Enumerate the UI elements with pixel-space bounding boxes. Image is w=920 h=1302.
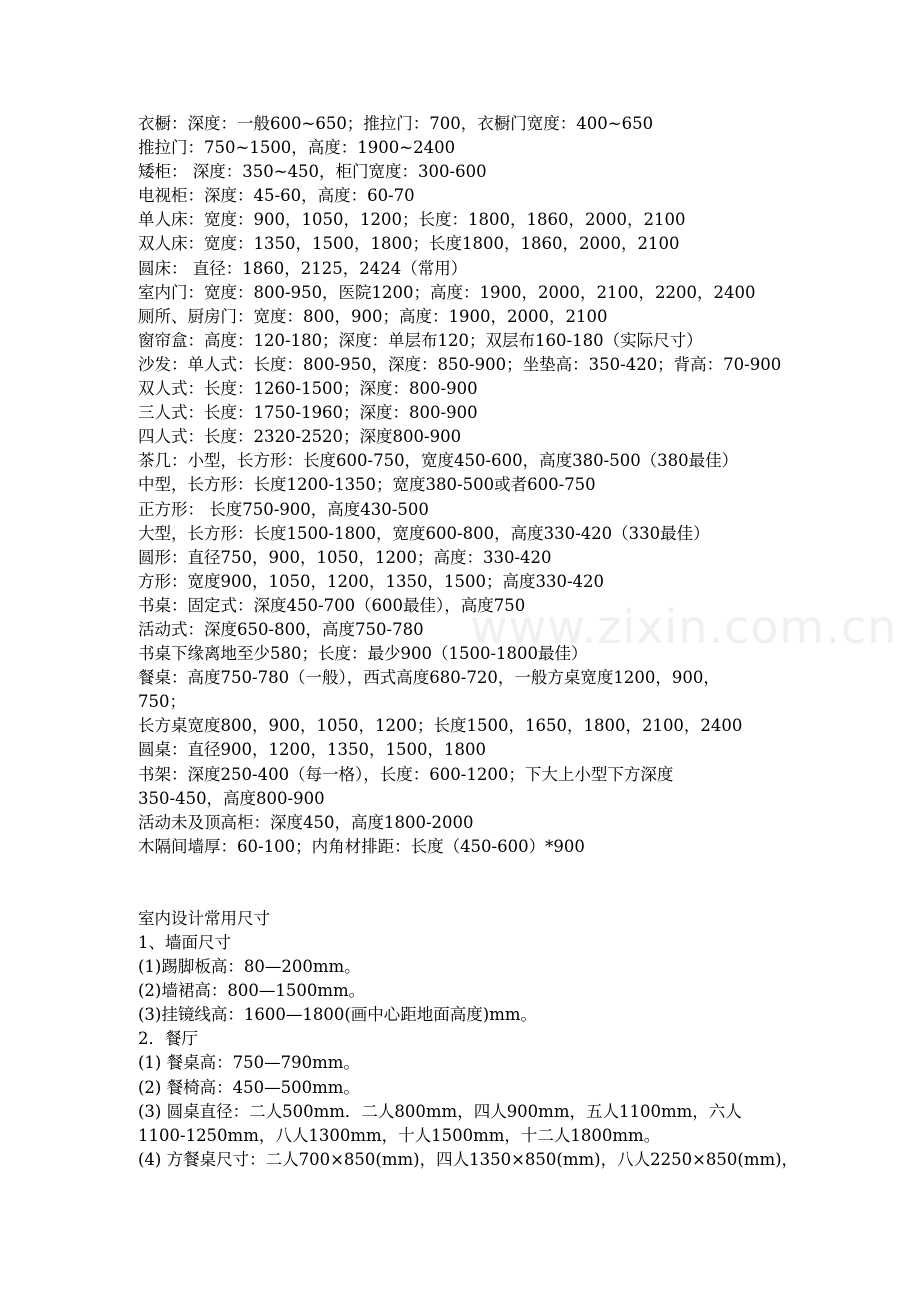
furniture-spec-line: 餐桌：高度750-780（一般），西式高度680-720，一般方桌宽度1200，900， — [138, 668, 720, 688]
furniture-spec-line: 沙发：单人式：长度：800-950，深度：850-900；坐垫高：350-420；背高：70-900 — [138, 354, 782, 374]
design-spec-line: (2)墙裙高：800—1500mm。 — [138, 981, 366, 1001]
furniture-spec-line: 圆桌：直径900，1200，1350，1500，1800 — [138, 740, 486, 760]
furniture-spec-line: 750； — [138, 692, 186, 712]
furniture-spec-line: 厕所、厨房门：宽度：800，900；高度：1900，2000，2100 — [138, 306, 608, 326]
furniture-spec-line: 双人式：长度：1260-1500；深度：800-900 — [138, 379, 478, 399]
design-spec-line: (2) 餐椅高：450—500mm。 — [138, 1077, 360, 1097]
interior-design-dimensions-section — [138, 907, 838, 1172]
furniture-spec-line: 三人式：长度：1750-1960；深度：800-900 — [138, 403, 478, 423]
furniture-spec-line: 圆床： 直径：1860，2125，2424（常用） — [138, 258, 468, 278]
furniture-spec-line: 大型，长方形：长度1500-1800，宽度600-800，高度330-420（330最佳） — [138, 523, 710, 543]
furniture-spec-line: 矮柜： 深度：350~450，柜门宽度：300-600 — [138, 162, 487, 182]
design-spec-line: (1)踢脚板高：80—200mm。 — [138, 957, 361, 977]
furniture-spec-line: 单人床：宽度：900，1050，1200；长度：1800，1860，2000，2100 — [138, 210, 686, 230]
document-body — [138, 112, 838, 1172]
design-spec-line: 2．餐厅 — [138, 1029, 198, 1049]
furniture-spec-line: 书桌：固定式：深度450-700（600最佳），高度750 — [138, 595, 526, 615]
design-spec-line: 室内设计常用尺寸 — [138, 908, 270, 928]
furniture-spec-line: 衣橱：深度：一般600~650；推拉门：700，衣橱门宽度：400~650 — [138, 114, 654, 133]
design-spec-line: (3)挂镜线高：1600—1800(画中心距地面高度)mm。 — [138, 1005, 538, 1025]
furniture-spec-line: 活动未及顶高柜：深度450，高度1800-2000 — [138, 812, 474, 832]
furniture-spec-line: 电视柜：深度：45-60，高度：60-70 — [138, 186, 415, 206]
section-gap — [138, 859, 838, 907]
furniture-spec-line: 长方桌宽度800，900，1050，1200；长度1500，1650，1800，2100，2400 — [138, 716, 743, 736]
design-spec-line: (3) 圆桌直径：二人500mm．二人800mm，四人900mm，五人1100mm，六人 — [138, 1101, 742, 1121]
furniture-spec-line: 正方形： 长度750-900，高度430-500 — [138, 499, 429, 519]
watermark: www.zixin.com.cn — [470, 600, 898, 654]
furniture-spec-line: 窗帘盒：高度：120-180；深度：单层布120；双层布160-180（实际尺寸） — [138, 330, 703, 350]
furniture-spec-line: 推拉门：750~1500，高度：1900~2400 — [138, 138, 456, 158]
furniture-spec-line: 茶几：小型，长方形：长度600-750，宽度450-600，高度380-500（380最佳） — [138, 451, 739, 471]
design-spec-line: (4) 方餐桌尺寸：二人700×850(mm)，四人1350×850(mm)，八人2250×850(mm)， — [138, 1149, 799, 1169]
design-spec-line: 1、墙面尺寸 — [138, 933, 231, 952]
design-spec-line: 1100-1250mm，八人1300mm，十人1500mm，十二人1800mm。 — [138, 1125, 661, 1145]
furniture-spec-line: 书桌下缘离地至少580；长度：最少900（1500-1800最佳） — [138, 644, 588, 664]
furniture-spec-line: 活动式：深度650-800，高度750-780 — [138, 619, 424, 639]
furniture-spec-line: 木隔间墙厚：60-100；内角材排距：长度（450-600）*900 — [138, 836, 585, 856]
furniture-spec-line: 圆形：直径750，900，1050，1200；高度：330-420 — [138, 547, 552, 567]
furniture-spec-line: 书架：深度250-400（每一格），长度：600-1200；下大上小型下方深度 — [138, 764, 674, 784]
furniture-spec-line: 方形：宽度900，1050，1200，1350，1500；高度330-420 — [138, 571, 605, 591]
furniture-spec-line: 中型，长方形：长度1200-1350；宽度380-500或者600-750 — [138, 475, 596, 495]
furniture-spec-line: 350-450，高度800-900 — [138, 788, 325, 808]
furniture-spec-line: 双人床：宽度：1350，1500，1800；长度1800，1860，2000，2100 — [138, 234, 680, 254]
furniture-dimensions-section — [138, 112, 838, 859]
design-spec-line: (1) 餐桌高：750—790mm。 — [138, 1053, 360, 1073]
furniture-spec-line: 四人式：长度：2320-2520；深度800-900 — [138, 427, 462, 447]
furniture-spec-line: 室内门：宽度：800-950，医院1200；高度：1900，2000，2100，2200，2400 — [138, 282, 756, 302]
